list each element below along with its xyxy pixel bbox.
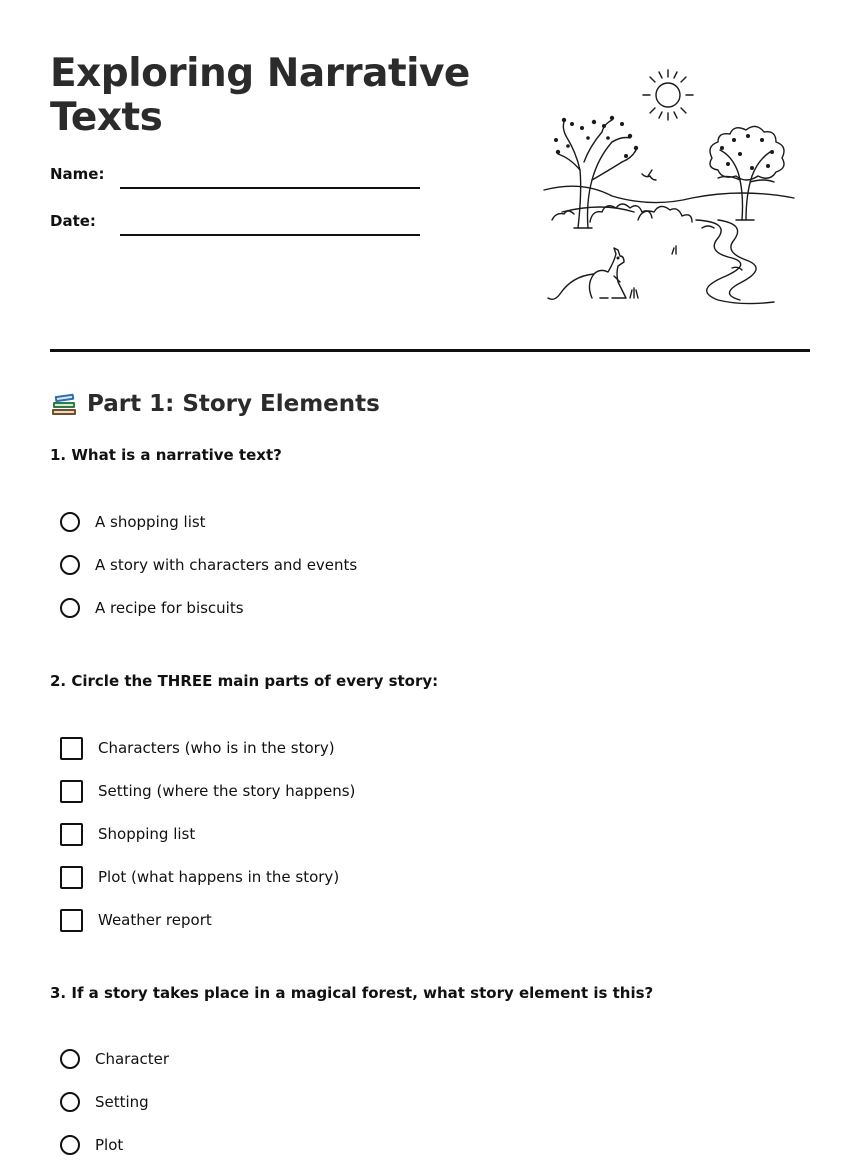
outback-landscape-illustration <box>542 62 800 310</box>
q2-option-2[interactable] <box>60 778 355 804</box>
date-field[interactable] <box>120 234 420 236</box>
q3-option-3[interactable] <box>60 1132 123 1158</box>
option-label: Plot (what happens in the story) <box>98 868 340 886</box>
creek-icon <box>696 220 774 304</box>
checkbox[interactable] <box>60 780 83 803</box>
option-label: Setting <box>95 1093 149 1111</box>
checkbox[interactable] <box>60 823 83 846</box>
q3-option-1[interactable] <box>60 1046 169 1072</box>
q1-option-1[interactable] <box>60 509 206 535</box>
option-label: Plot <box>95 1136 124 1154</box>
sun-icon <box>643 70 693 120</box>
name-field[interactable] <box>120 187 420 189</box>
radio-button[interactable] <box>60 1135 80 1155</box>
q1-option-2[interactable] <box>60 552 357 578</box>
option-label: Shopping list <box>98 825 196 843</box>
question-2: 2. Circle the THREE main parts of every story: <box>50 672 439 690</box>
option-label: A shopping list <box>95 513 206 531</box>
q2-option-1[interactable] <box>60 735 335 761</box>
option-label: Characters (who is in the story) <box>98 739 335 757</box>
question-3: 3. If a story takes place in a magical forest, what story element is this? <box>50 984 654 1002</box>
kangaroo-icon <box>548 248 626 299</box>
worksheet-title: Exploring Narrative Texts <box>50 51 470 140</box>
section-divider <box>50 349 810 352</box>
books-icon <box>50 390 78 418</box>
radio-button[interactable] <box>60 1092 80 1112</box>
radio-button[interactable] <box>60 555 80 575</box>
option-label: Setting (where the story happens) <box>98 782 356 800</box>
option-label: Weather report <box>98 911 212 929</box>
q1-option-3[interactable] <box>60 595 244 621</box>
radio-button[interactable] <box>60 598 80 618</box>
radio-button[interactable] <box>60 1049 80 1069</box>
name-label: Name: <box>50 165 105 183</box>
option-label: Character <box>95 1050 170 1068</box>
option-label: A story with characters and events <box>95 556 358 574</box>
q3-option-2[interactable] <box>60 1089 149 1115</box>
radio-button[interactable] <box>60 512 80 532</box>
checkbox[interactable] <box>60 909 83 932</box>
bird-icon <box>642 170 656 180</box>
question-1: 1. What is a narrative text? <box>50 446 282 464</box>
checkbox[interactable] <box>60 866 83 889</box>
date-label: Date: <box>50 212 96 230</box>
q2-option-5[interactable] <box>60 907 212 933</box>
option-label: A recipe for biscuits <box>95 599 244 617</box>
q2-option-4[interactable] <box>60 864 339 890</box>
worksheet-page <box>50 0 810 1161</box>
part1-heading <box>50 388 380 420</box>
bushes-icon <box>552 204 692 222</box>
part1-heading-text: Part 1: Story Elements <box>87 391 380 417</box>
checkbox[interactable] <box>60 737 83 760</box>
q2-option-3[interactable] <box>60 821 195 847</box>
right-tree-icon <box>710 126 784 220</box>
